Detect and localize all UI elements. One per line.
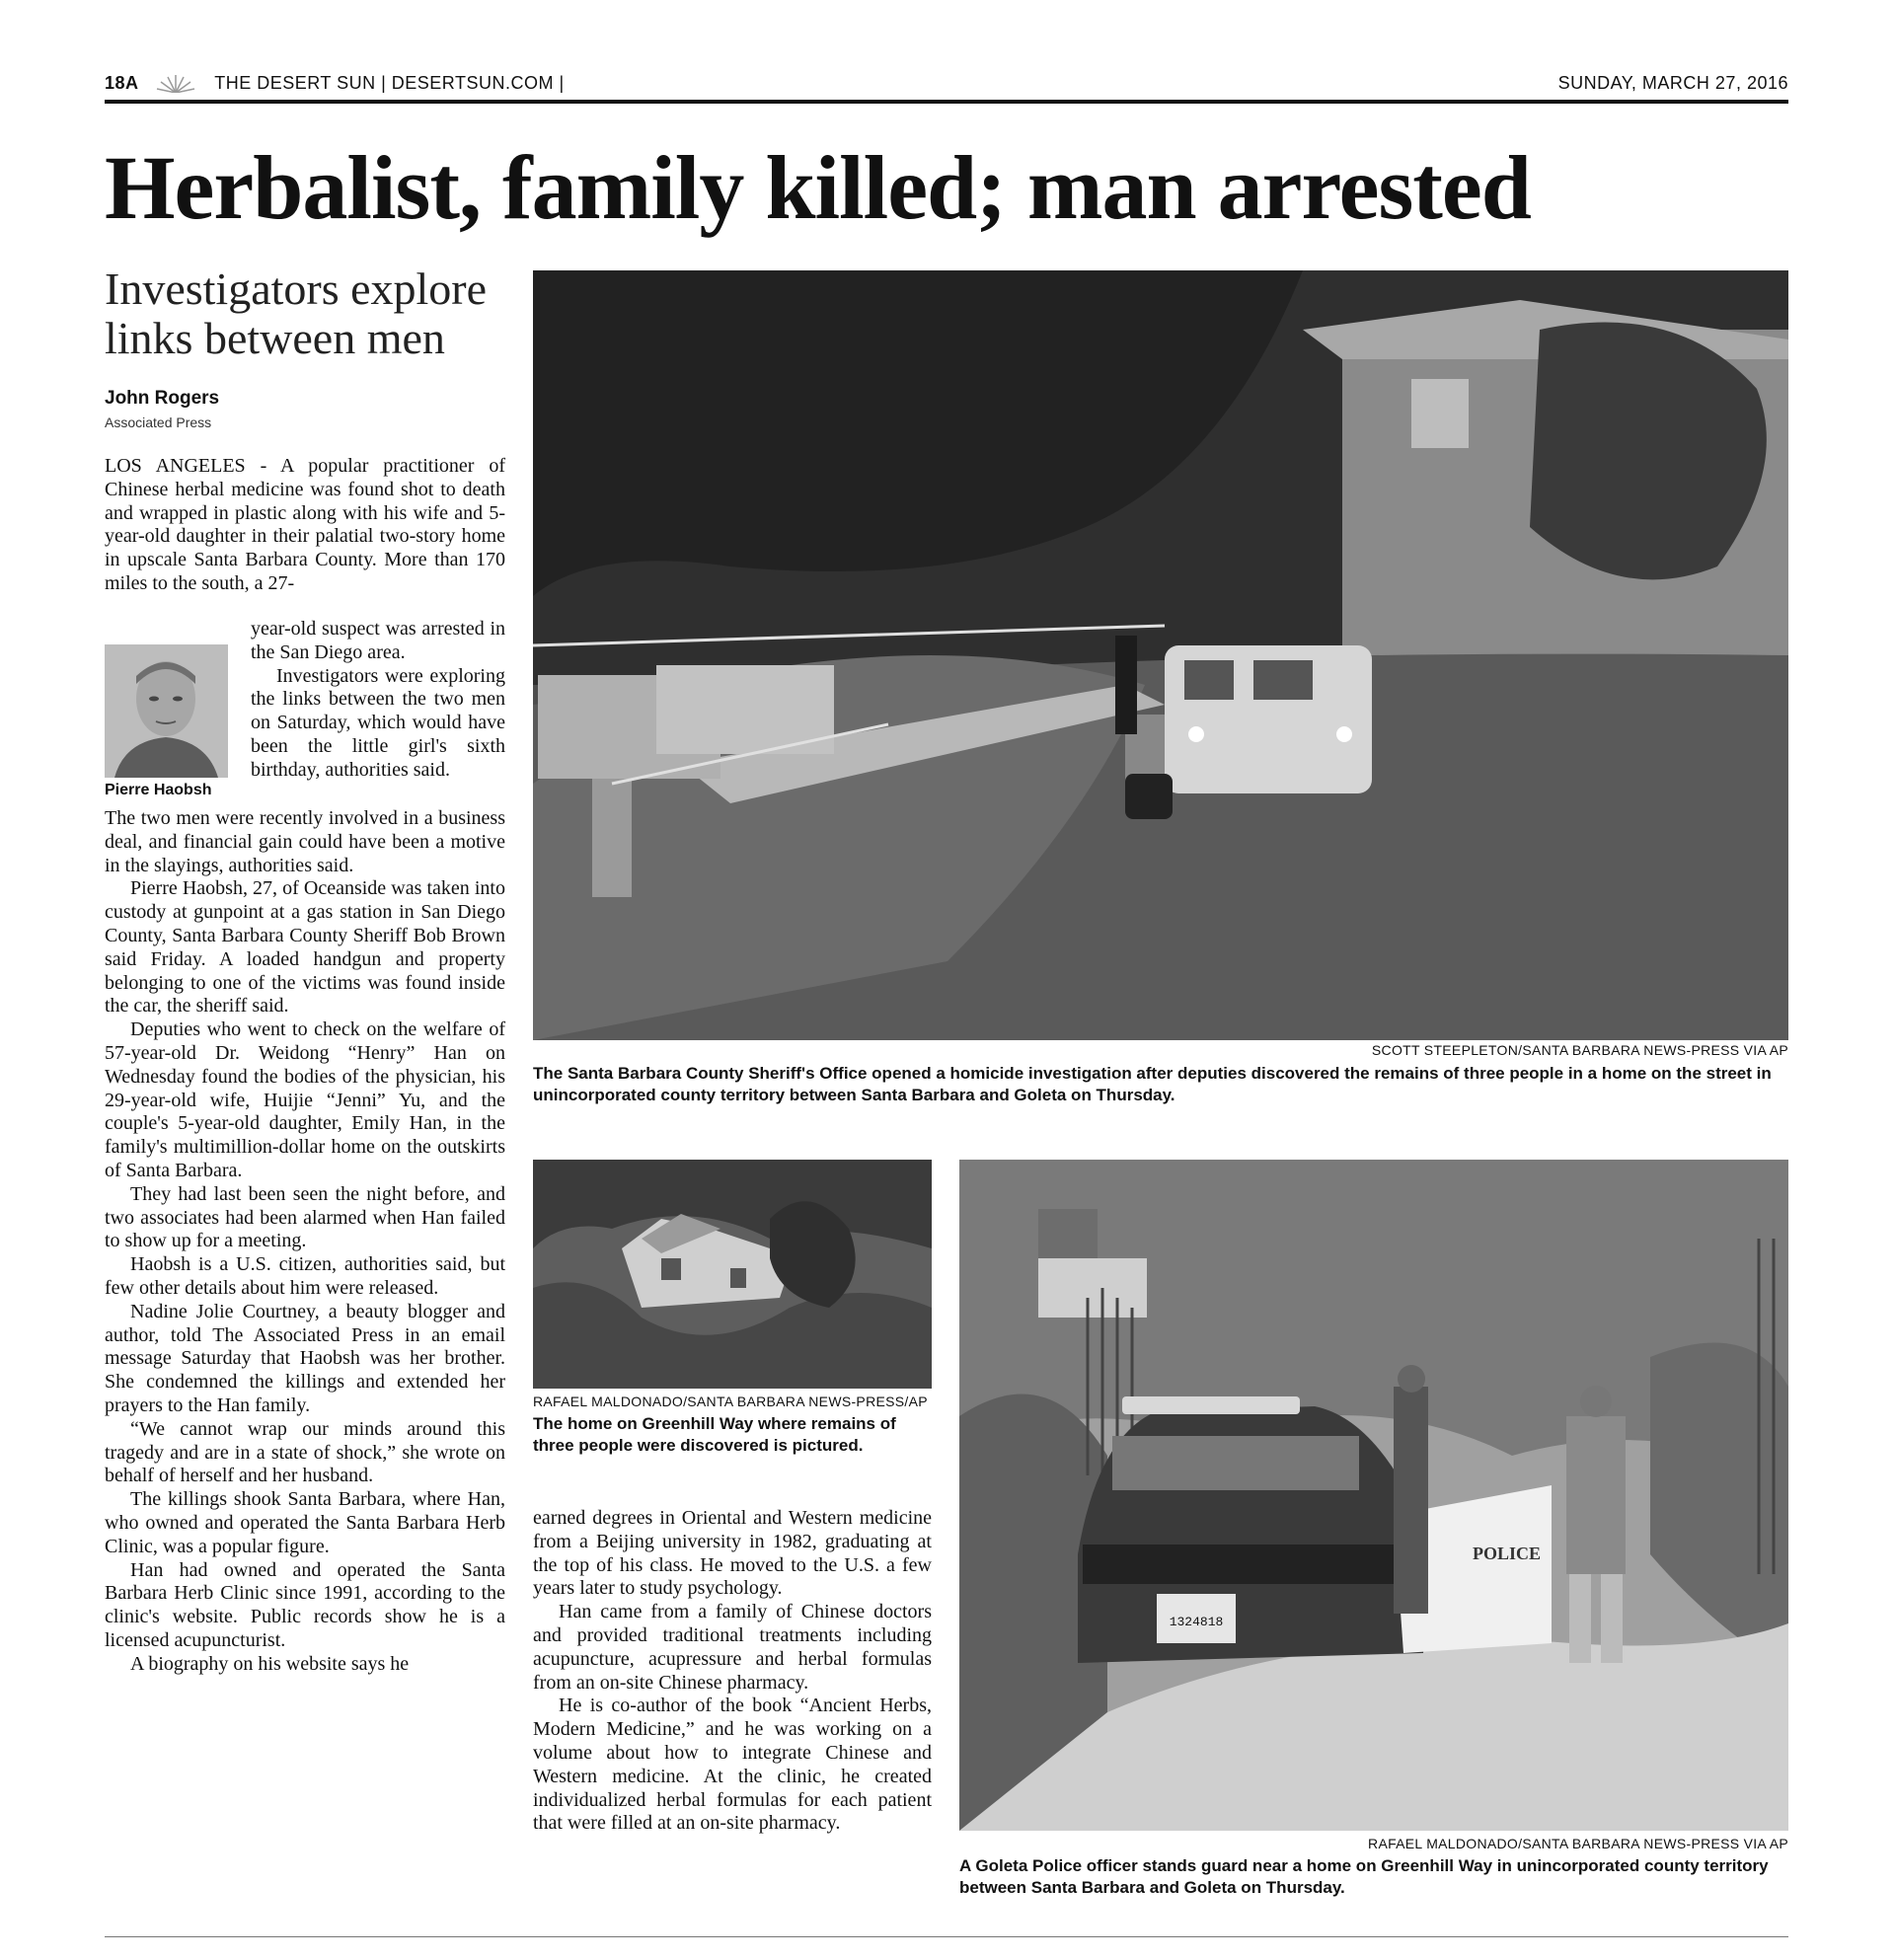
main-photo-image	[533, 270, 1788, 1040]
police-door-text: POLICE	[1473, 1544, 1542, 1563]
masthead-left	[105, 73, 565, 94]
photo-caption: The home on Greenhill Way where remains of three people were discovered is pictured.	[533, 1414, 896, 1455]
paragraph: The killings shook Santa Barbara, where Han, who owned and operated the Santa Barbara Herb Clinic, was a popular figure.	[105, 1488, 505, 1557]
photo-caption: The Santa Barbara County Sheriff's Office opened a homicide investigation after deputies discovered the remains of three people in a home on the street in unincorporated county territory between Santa Barbara and Goleta on Thursday.	[533, 1064, 1772, 1104]
police-photo	[959, 1160, 1788, 1831]
paragraph: “We cannot wrap our minds around this tragedy and are in a state of shock,” she wrote on behalf of herself and her husband.	[105, 1417, 505, 1487]
byline-org: Associated Press	[105, 415, 212, 430]
photo-caption: A Goleta Police officer stands guard near a home on Greenhill Way in unincorporated county territory between Santa Barbara and Goleta on Thursday.	[959, 1856, 1769, 1897]
main-photo-night-scene	[533, 270, 1788, 1040]
photo-credit: SCOTT STEEPLETON/SANTA BARBARA NEWS-PRESS VIA AP	[1371, 1042, 1788, 1058]
paragraph: year-old suspect was arrested in the San Diego area.	[251, 618, 505, 663]
home-photo	[533, 1160, 932, 1389]
article-column-2	[533, 1507, 932, 1836]
subhead: Investigators explore links between men	[105, 264, 488, 363]
paragraph: Han had owned and operated the Santa Barbara Herb Clinic since 1991, according to the clinic's website. Public records show he is a licensed acupuncturist.	[105, 1558, 505, 1651]
paper-name: THE DESERT SUN | DESERTSUN.COM |	[214, 73, 565, 93]
paragraph: Pierre Haobsh, 27, of Oceanside was taken into custody at gunpoint at a gas station in San Diego County, Santa Barbara County Sheriff Bob Brown said Friday. A loaded handgun and property belonging to one of the victims was found inside the car, the sheriff said.	[105, 877, 505, 1018]
mugshot-photo	[105, 644, 228, 778]
home-photo-image	[533, 1160, 932, 1389]
masthead	[105, 69, 1788, 101]
license-plate-text: 1324818	[1169, 1615, 1224, 1629]
mugshot-image	[105, 644, 228, 778]
article-column-1-wrap	[251, 618, 505, 783]
paragraph: He is co-author of the book “Ancient Herbs, Modern Medicine,” and he was working on a volume about how to integrate Chinese and Western medicine. At the clinic, he created individualized herbal formulas for each patient that were filled at an on-site pharmacy.	[533, 1695, 932, 1835]
paragraph: earned degrees in Oriental and Western medicine from a Beijing university in 1982, graduating at the top of his class. He moved to the U.S. a few years later to study psychology.	[533, 1507, 932, 1600]
paragraph: Investigators were exploring the links between the two men on Saturday, which would have been the little girl's sixth birthday, authorities said.	[251, 664, 505, 781]
headline: Herbalist, family killed; man arrested	[105, 137, 1531, 238]
paragraph: Haobsh is a U.S. citizen, authorities said, but few other details about him were released.	[105, 1253, 505, 1299]
page-number: 18A	[105, 73, 139, 93]
photo-credit: RAFAEL MALDONADO/SANTA BARBARA NEWS-PRESS/AP	[533, 1394, 928, 1409]
paragraph: Nadine Jolie Courtney, a beauty blogger and author, told The Associated Press in an email message Saturday that Haobsh was her brother. She condemned the killings and extended her prayers to the Han family.	[105, 1300, 505, 1416]
paragraph: Deputies who went to check on the welfare of 57-year-old Dr. Weidong “Henry” Han on Wednesday found the bodies of the physician, his 29-year-old wife, Huijie “Jenni” Yu, and the couple's 5-year-old daughter, Emily Han, in the family's multimillion-dollar home on the outskirts of Santa Barbara.	[105, 1018, 505, 1181]
paragraph: Han came from a family of Chinese doctors and provided traditional treatments including acupuncture, acupressure and herbal formulas from an on-site Chinese pharmacy.	[533, 1601, 932, 1694]
bottom-rule	[105, 1936, 1788, 1937]
paragraph: The two men were recently involved in a business deal, and financial gain could have been a motive in the slayings, authorities said.	[105, 807, 505, 876]
photo-credit: RAFAEL MALDONADO/SANTA BARBARA NEWS-PRESS VIA AP	[1368, 1836, 1788, 1851]
issue-date: SUNDAY, MARCH 27, 2016	[1557, 73, 1788, 93]
sunburst-logo-icon	[156, 73, 195, 93]
mugshot-caption: Pierre Haobsh	[105, 782, 212, 798]
masthead-rule	[105, 100, 1788, 104]
byline-name: John Rogers	[105, 388, 220, 409]
article-column-1-top	[105, 455, 505, 596]
paragraph: They had last been seen the night before, and two associates had been alarmed when Han failed to show up for a meeting.	[105, 1182, 505, 1252]
article-column-1-bottom	[105, 807, 505, 1676]
police-photo-image	[959, 1160, 1788, 1831]
paragraph: LOS ANGELES - A popular practitioner of Chinese herbal medicine was found shot to death and wrapped in plastic along with his wife and 5-year-old daughter in their palatial two-story home in upscale Santa Barbara County. More than 170 miles to the south, a 27-	[105, 455, 505, 594]
paragraph: A biography on his website says he	[130, 1652, 410, 1675]
